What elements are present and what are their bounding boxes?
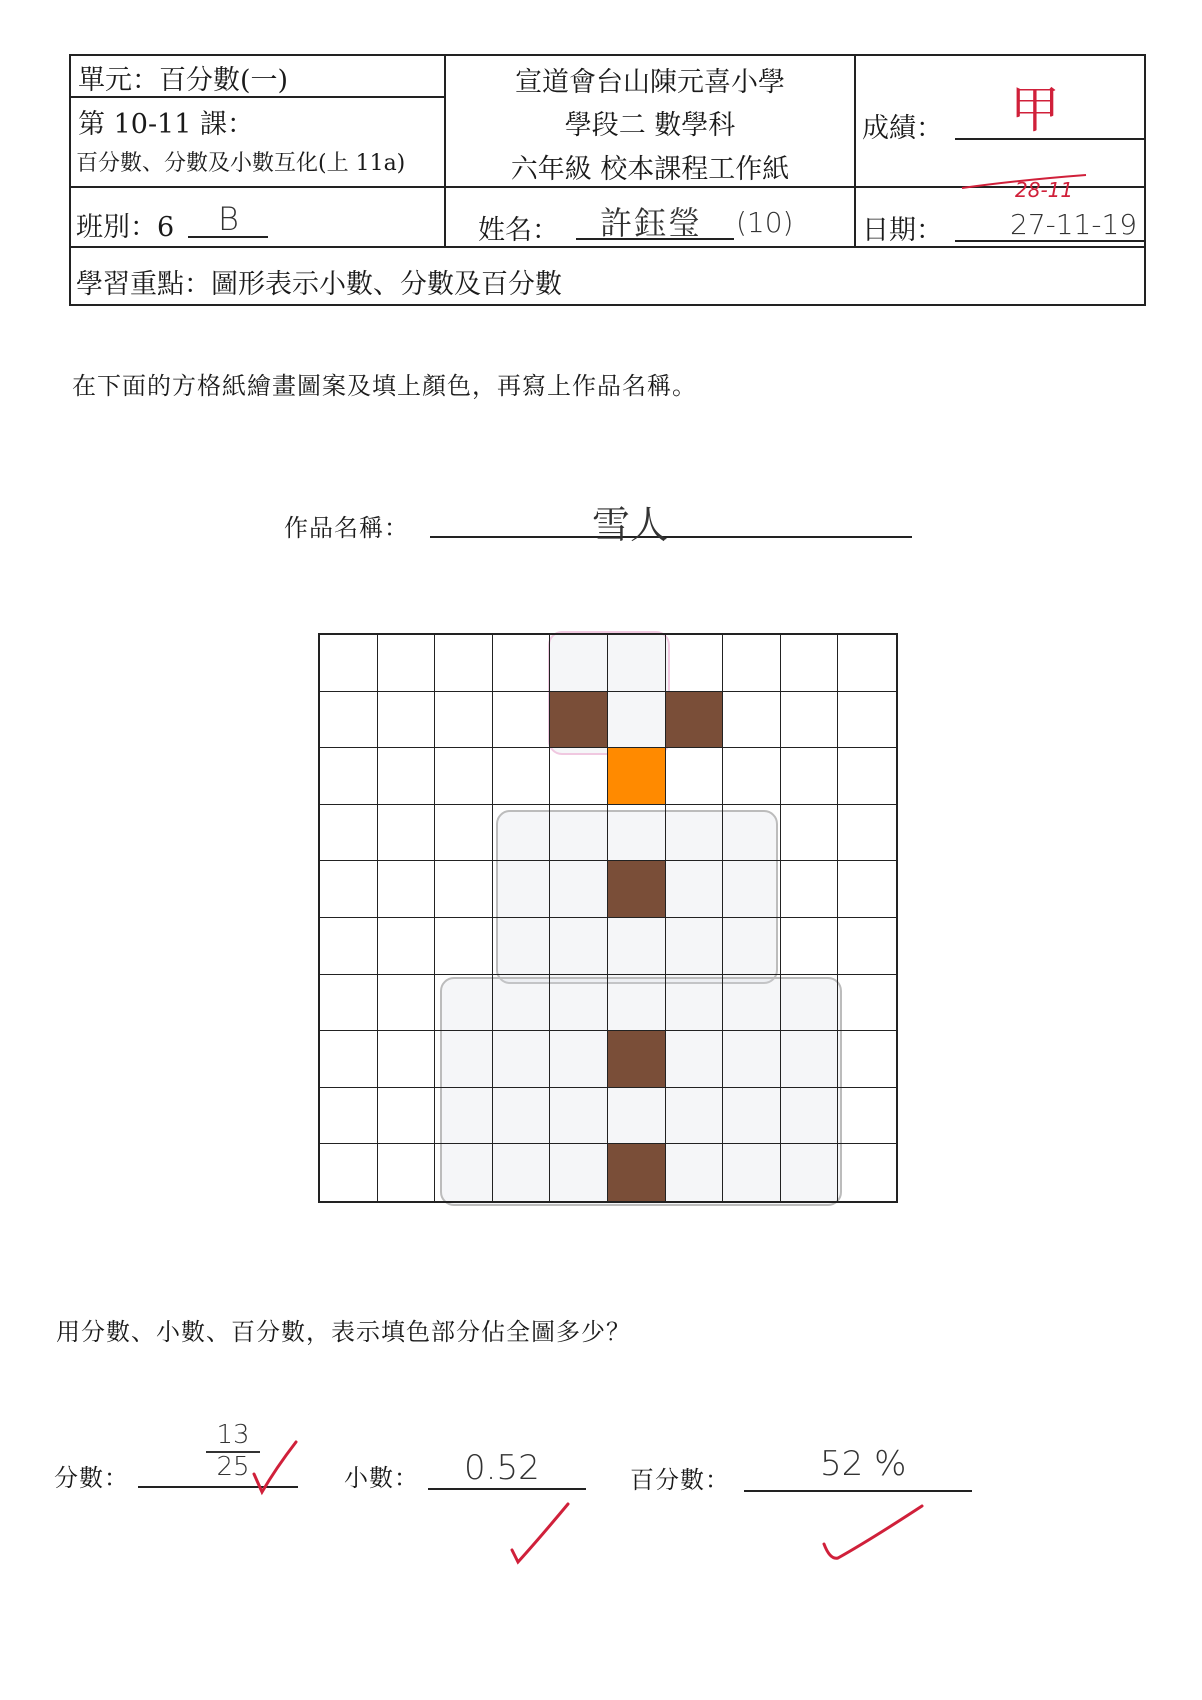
grid-cell	[723, 918, 781, 975]
grid-cell	[493, 1088, 551, 1145]
percent-label: 百分數：	[630, 1466, 730, 1494]
grid-cell	[666, 805, 724, 862]
grid-cell	[781, 748, 839, 805]
check-mark-icon	[508, 1500, 572, 1566]
grid-cell	[378, 805, 436, 862]
fraction-denominator: 25	[216, 1452, 250, 1482]
grade-label: 成績：	[862, 113, 943, 144]
grid-cell-filled-brown	[550, 692, 608, 749]
decimal-line	[428, 1488, 586, 1490]
grid-cell	[435, 692, 493, 749]
grid-cell	[320, 1144, 378, 1201]
learning-focus: 學習重點：圖形表示小數、分數及百分數	[76, 269, 562, 300]
grid-cell	[320, 805, 378, 862]
grid-cell	[666, 861, 724, 918]
grid-cell	[838, 861, 896, 918]
grid-cell	[378, 692, 436, 749]
grid-paper	[318, 633, 898, 1203]
grid-cell	[493, 1144, 551, 1201]
grid-cell	[550, 861, 608, 918]
grid-cell-filled-brown	[608, 1144, 666, 1201]
decimal-label: 小數：	[344, 1464, 419, 1492]
class-number: (10)	[736, 206, 794, 239]
grid-cell	[723, 861, 781, 918]
question-text: 用分數、小數、百分數，表示填色部分佔全圖多少？	[56, 1318, 631, 1346]
grid-cell	[666, 975, 724, 1032]
grid-cell	[378, 748, 436, 805]
grid-cell	[781, 918, 839, 975]
grid-cell	[781, 1088, 839, 1145]
grid-cell	[666, 1144, 724, 1201]
divider	[854, 54, 856, 247]
check-mark-icon	[250, 1438, 300, 1498]
grid-cell	[435, 861, 493, 918]
grid-cell	[493, 918, 551, 975]
grid-cell	[781, 635, 839, 692]
grid-cell	[435, 1144, 493, 1201]
grid-cell	[550, 1144, 608, 1201]
lesson-number: 第 10-11 課：	[78, 109, 255, 140]
grid-cell	[666, 1031, 724, 1088]
grid-cell	[320, 1031, 378, 1088]
grid-cell-filled-orange	[608, 748, 666, 805]
grid-cell	[378, 635, 436, 692]
check-mark-icon	[820, 1500, 926, 1564]
grid-cell	[493, 975, 551, 1032]
grid-cell	[320, 1088, 378, 1145]
grid-cell	[378, 918, 436, 975]
artwork-title-line	[430, 536, 912, 538]
grade-mark: 甲	[1010, 81, 1060, 139]
grid-cell	[838, 975, 896, 1032]
unit-title: 單元：百分數(一)	[78, 65, 289, 96]
grade-date: 28-11	[1015, 178, 1074, 202]
grid-cell	[550, 975, 608, 1032]
artwork-title-value: 雪人	[592, 503, 669, 547]
grid-cell	[781, 1144, 839, 1201]
grid-cell	[435, 635, 493, 692]
grid-cell	[838, 1088, 896, 1145]
divider	[69, 246, 1146, 248]
grid-cell	[723, 1031, 781, 1088]
grid-cell	[838, 918, 896, 975]
grid-cell	[781, 861, 839, 918]
grade-underline-stroke	[960, 172, 1090, 192]
grid-cell	[493, 635, 551, 692]
school-name: 宣道會台山陳元喜小學	[515, 67, 785, 98]
grid-cell	[608, 975, 666, 1032]
grid-cell	[781, 1031, 839, 1088]
name-label: 姓名：	[478, 215, 559, 246]
name-value: 許鈺瑩	[600, 204, 703, 242]
grid-cell	[723, 635, 781, 692]
grid-cell	[320, 861, 378, 918]
lesson-topic: 百分數、分數及小數互化(上 11a)	[76, 151, 406, 176]
percent-line	[744, 1490, 972, 1492]
grid-cell	[723, 692, 781, 749]
grid-cell	[435, 975, 493, 1032]
grid-cell	[723, 1144, 781, 1201]
grid-cell	[378, 975, 436, 1032]
grid-cell	[838, 692, 896, 749]
grid-cell	[435, 748, 493, 805]
grid-cell	[608, 635, 666, 692]
grid-cell	[838, 1144, 896, 1201]
grid-cell	[550, 918, 608, 975]
grid-cell	[493, 1031, 551, 1088]
grid-cell	[435, 918, 493, 975]
fraction-label: 分數：	[54, 1464, 129, 1492]
instruction-text: 在下面的方格紙繪畫圖案及填上顏色，再寫上作品名稱。	[72, 372, 697, 400]
grid-cell	[493, 748, 551, 805]
grid-cell	[608, 1088, 666, 1145]
subject: 學段二 數學科	[564, 110, 736, 141]
grid-cell	[550, 1088, 608, 1145]
date-value: 27-11-19	[1010, 208, 1138, 241]
grid-cell	[320, 975, 378, 1032]
grid-cell	[550, 805, 608, 862]
grid-cell	[838, 805, 896, 862]
grid-cell	[550, 635, 608, 692]
grid-cell	[608, 805, 666, 862]
decimal-value: 0.52	[464, 1448, 540, 1488]
grid-cell	[666, 748, 724, 805]
grid-cell	[608, 918, 666, 975]
artwork-title-label: 作品名稱：	[284, 514, 409, 542]
grid-cell	[378, 1144, 436, 1201]
class-label: 班別：6	[76, 212, 175, 243]
grid-cell	[723, 805, 781, 862]
grid-cell	[666, 1088, 724, 1145]
grid-cell	[666, 635, 724, 692]
grid-cell	[838, 748, 896, 805]
grid-cell	[550, 748, 608, 805]
class-value: B	[218, 200, 239, 238]
grid-cell	[320, 748, 378, 805]
grid-cell	[838, 1031, 896, 1088]
drawing-grid	[318, 633, 898, 1203]
grid-cell	[550, 1031, 608, 1088]
grid-cell-filled-brown	[608, 861, 666, 918]
grid-cell	[723, 1088, 781, 1145]
grid-cell	[723, 748, 781, 805]
grid-cell-filled-brown	[666, 692, 724, 749]
grid-cell	[493, 692, 551, 749]
grid-cell	[320, 918, 378, 975]
fraction-numerator: 13	[216, 1420, 250, 1450]
grid-cell	[435, 1031, 493, 1088]
grid-cell	[378, 1031, 436, 1088]
grid-cell	[781, 805, 839, 862]
grid-cell	[320, 635, 378, 692]
date-label: 日期：	[862, 215, 943, 246]
grid-cell	[781, 692, 839, 749]
grid-cell	[435, 805, 493, 862]
grid-cell	[493, 805, 551, 862]
worksheet-type: 六年級 校本課程工作紙	[510, 154, 790, 185]
percent-value: 52 %	[820, 1444, 907, 1484]
grid-cell	[723, 975, 781, 1032]
grid-cell	[435, 1088, 493, 1145]
grid-cell	[781, 975, 839, 1032]
grid-cell	[666, 918, 724, 975]
grid-cell	[320, 692, 378, 749]
grid-cell	[378, 1088, 436, 1145]
grid-cell	[493, 861, 551, 918]
grid-cell	[608, 692, 666, 749]
grid-cell	[838, 635, 896, 692]
grid-cell-filled-brown	[608, 1031, 666, 1088]
grid-cell	[378, 861, 436, 918]
